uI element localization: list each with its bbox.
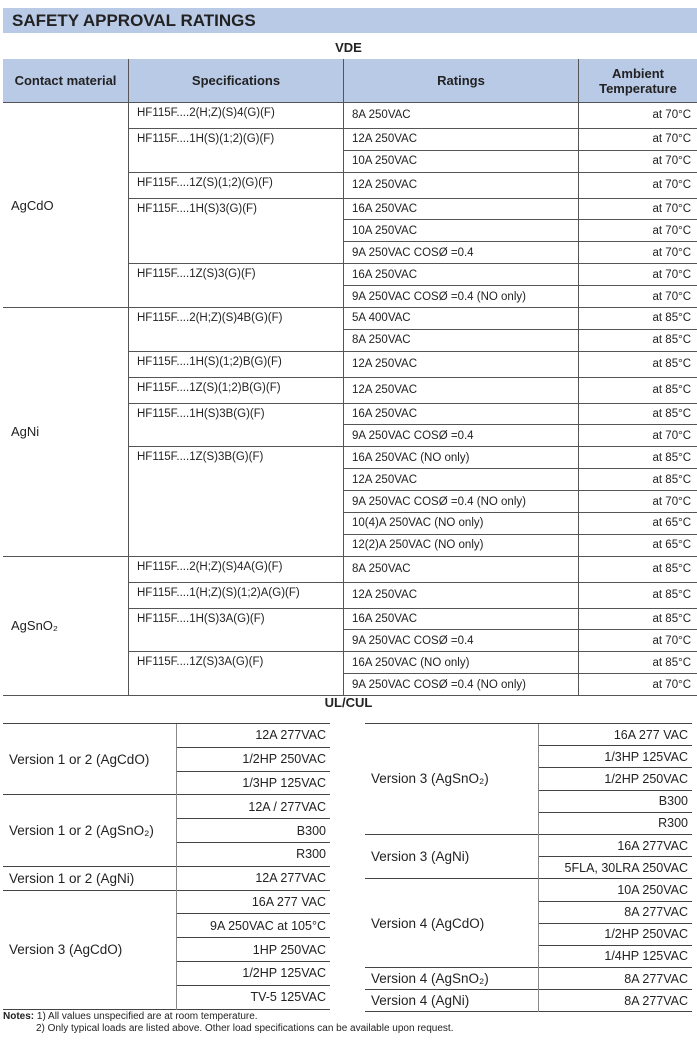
specification: HF115F....1H(S)(1;2)(G)(F) bbox=[129, 128, 344, 172]
ul-rating: 5FLA, 30LRA 250VAC bbox=[538, 857, 692, 879]
rating: 16A 250VAC (NO only) bbox=[344, 652, 579, 674]
ul-rating: 10A 250VAC bbox=[538, 879, 692, 901]
rating: 9A 250VAC COSØ =0.4 (NO only) bbox=[344, 674, 579, 696]
rating: 16A 250VAC (NO only) bbox=[344, 447, 579, 469]
rating: 10(4)A 250VAC (NO only) bbox=[344, 513, 579, 535]
rating: 16A 250VAC bbox=[344, 608, 579, 630]
table-row bbox=[365, 968, 692, 990]
ul-rating: 9A 250VAC at 105°C bbox=[176, 914, 330, 938]
table-row bbox=[365, 990, 692, 1012]
ambient-temperature: at 65°C bbox=[579, 534, 697, 556]
specification: HF115F....1Z(S)3A(G)(F) bbox=[129, 652, 344, 696]
version-label: Version 3 (AgSnO₂) bbox=[365, 724, 538, 835]
specification: HF115F....1Z(S)3B(G)(F) bbox=[129, 447, 344, 556]
ul-table-right bbox=[365, 723, 692, 1012]
ambient-temperature: at 70°C bbox=[579, 242, 697, 264]
rating: 9A 250VAC COSØ =0.4 bbox=[344, 425, 579, 447]
rating: 12A 250VAC bbox=[344, 377, 579, 403]
specification: HF115F....2(H;Z)(S)4(G)(F) bbox=[129, 103, 344, 129]
note-2: 2) Only typical loads are listed above. Other load specifications can be available upon request. bbox=[36, 1023, 454, 1034]
ul-rating: 1/3HP 125VAC bbox=[176, 771, 330, 795]
ul-rating: 16A 277VAC bbox=[538, 834, 692, 856]
specification: HF115F....1H(S)3(G)(F) bbox=[129, 198, 344, 264]
col-ratings: Ratings bbox=[344, 59, 579, 103]
specification: HF115F....1Z(S)(1;2)B(G)(F) bbox=[129, 377, 344, 403]
ul-rating: R300 bbox=[538, 812, 692, 834]
ul-rating: 1/2HP 250VAC bbox=[538, 923, 692, 945]
ul-table-left bbox=[3, 723, 330, 1010]
ambient-temperature: at 85°C bbox=[579, 308, 697, 330]
specification: HF115F....1Z(S)(1;2)(G)(F) bbox=[129, 172, 344, 198]
ul-rating: 1/2HP 250VAC bbox=[176, 747, 330, 771]
rating: 12A 250VAC bbox=[344, 469, 579, 491]
specification: HF115F....1(H;Z)(S)(1;2)A(G)(F) bbox=[129, 582, 344, 608]
table-row bbox=[3, 866, 330, 890]
ul-rating: 1/4HP 125VAC bbox=[538, 945, 692, 967]
vde-header-row bbox=[3, 59, 697, 103]
notes-label: Notes: bbox=[3, 1011, 35, 1022]
col-contact-material: Contact material bbox=[3, 59, 129, 103]
contact-material: AgNi bbox=[3, 308, 129, 557]
rating: 9A 250VAC COSØ =0.4 (NO only) bbox=[344, 286, 579, 308]
ambient-temperature: at 70°C bbox=[579, 128, 697, 150]
rating: 9A 250VAC COSØ =0.4 bbox=[344, 242, 579, 264]
version-label: Version 1 or 2 (AgNi) bbox=[3, 866, 176, 890]
ambient-temperature: at 70°C bbox=[579, 150, 697, 172]
contact-material: AgCdO bbox=[3, 103, 129, 308]
col-ambient-temperature: Ambient Temperature bbox=[579, 59, 697, 103]
table-row bbox=[3, 103, 697, 129]
specification: HF115F....2(H;Z)(S)4B(G)(F) bbox=[129, 308, 344, 352]
ul-rating: B300 bbox=[538, 790, 692, 812]
table-row bbox=[3, 556, 697, 582]
version-label: Version 3 (AgNi) bbox=[365, 834, 538, 878]
version-label: Version 1 or 2 (AgSnO₂) bbox=[3, 795, 176, 866]
ul-rating: 1HP 250VAC bbox=[176, 938, 330, 962]
table-row bbox=[3, 724, 330, 748]
ul-rating: B300 bbox=[176, 819, 330, 843]
version-label: Version 4 (AgNi) bbox=[365, 990, 538, 1012]
ambient-temperature: at 85°C bbox=[579, 582, 697, 608]
ul-rating: 12A 277VAC bbox=[176, 866, 330, 890]
ul-rating: 1/2HP 250VAC bbox=[538, 768, 692, 790]
rating: 12(2)A 250VAC (NO only) bbox=[344, 534, 579, 556]
ambient-temperature: at 85°C bbox=[579, 329, 697, 351]
table-row bbox=[365, 834, 692, 856]
specification: HF115F....1H(S)(1;2)B(G)(F) bbox=[129, 351, 344, 377]
ambient-temperature: at 85°C bbox=[579, 351, 697, 377]
ambient-temperature: at 70°C bbox=[579, 425, 697, 447]
specification: HF115F....1H(S)3B(G)(F) bbox=[129, 403, 344, 447]
specification: HF115F....1H(S)3A(G)(F) bbox=[129, 608, 344, 652]
rating: 12A 250VAC bbox=[344, 582, 579, 608]
rating: 12A 250VAC bbox=[344, 128, 579, 150]
ul-rating: R300 bbox=[176, 842, 330, 866]
version-label: Version 3 (AgCdO) bbox=[3, 890, 176, 1009]
ambient-temperature: at 85°C bbox=[579, 469, 697, 491]
ambient-temperature: at 70°C bbox=[579, 198, 697, 220]
ul-rating: 8A 277VAC bbox=[538, 968, 692, 990]
specification: HF115F....1Z(S)3(G)(F) bbox=[129, 264, 344, 308]
col-specifications: Specifications bbox=[129, 59, 344, 103]
rating: 16A 250VAC bbox=[344, 403, 579, 425]
ambient-temperature: at 70°C bbox=[579, 264, 697, 286]
ambient-temperature: at 85°C bbox=[579, 652, 697, 674]
rating: 10A 250VAC bbox=[344, 150, 579, 172]
vde-table bbox=[3, 59, 697, 696]
rating: 12A 250VAC bbox=[344, 351, 579, 377]
contact-material: AgSnO₂ bbox=[3, 556, 129, 695]
note-1: 1) All values unspecified are at room temperature. bbox=[36, 1011, 258, 1022]
ul-heading: UL/CUL bbox=[324, 695, 373, 710]
rating: 8A 250VAC bbox=[344, 329, 579, 351]
ul-rating: 1/3HP 125VAC bbox=[538, 746, 692, 768]
ul-rating: 16A 277 VAC bbox=[176, 890, 330, 914]
ul-rating: 8A 277VAC bbox=[538, 901, 692, 923]
rating: 9A 250VAC COSØ =0.4 (NO only) bbox=[344, 491, 579, 513]
ul-rating: 12A / 277VAC bbox=[176, 795, 330, 819]
ambient-temperature: at 85°C bbox=[579, 608, 697, 630]
ambient-temperature: at 85°C bbox=[579, 556, 697, 582]
rating: 16A 250VAC bbox=[344, 198, 579, 220]
ambient-temperature: at 70°C bbox=[579, 220, 697, 242]
rating: 8A 250VAC bbox=[344, 103, 579, 129]
ambient-temperature: at 70°C bbox=[579, 630, 697, 652]
rating: 8A 250VAC bbox=[344, 556, 579, 582]
table-row bbox=[3, 308, 697, 330]
table-row bbox=[3, 890, 330, 914]
ambient-temperature: at 70°C bbox=[579, 491, 697, 513]
vde-heading: VDE bbox=[335, 40, 362, 55]
rating: 9A 250VAC COSØ =0.4 bbox=[344, 630, 579, 652]
rating: 16A 250VAC bbox=[344, 264, 579, 286]
ul-rating: 16A 277 VAC bbox=[538, 724, 692, 746]
table-row bbox=[3, 795, 330, 819]
table-row bbox=[365, 724, 692, 746]
ambient-temperature: at 70°C bbox=[579, 172, 697, 198]
ambient-temperature: at 70°C bbox=[579, 103, 697, 129]
ambient-temperature: at 85°C bbox=[579, 447, 697, 469]
ambient-temperature: at 70°C bbox=[579, 286, 697, 308]
ul-rating: 1/2HP 125VAC bbox=[176, 961, 330, 985]
ambient-temperature: at 70°C bbox=[579, 674, 697, 696]
table-row bbox=[365, 879, 692, 901]
rating: 5A 400VAC bbox=[344, 308, 579, 330]
version-label: Version 4 (AgCdO) bbox=[365, 879, 538, 968]
rating: 12A 250VAC bbox=[344, 172, 579, 198]
ambient-temperature: at 85°C bbox=[579, 377, 697, 403]
notes bbox=[3, 1011, 453, 1035]
ambient-temperature: at 65°C bbox=[579, 513, 697, 535]
version-label: Version 4 (AgSnO₂) bbox=[365, 968, 538, 990]
page-title: SAFETY APPROVAL RATINGS bbox=[3, 8, 697, 33]
version-label: Version 1 or 2 (AgCdO) bbox=[3, 724, 176, 795]
specification: HF115F....2(H;Z)(S)4A(G)(F) bbox=[129, 556, 344, 582]
ul-rating: 8A 277VAC bbox=[538, 990, 692, 1012]
ambient-temperature: at 85°C bbox=[579, 403, 697, 425]
ul-rating: TV-5 125VAC bbox=[176, 985, 330, 1009]
ul-rating: 12A 277VAC bbox=[176, 724, 330, 748]
rating: 10A 250VAC bbox=[344, 220, 579, 242]
